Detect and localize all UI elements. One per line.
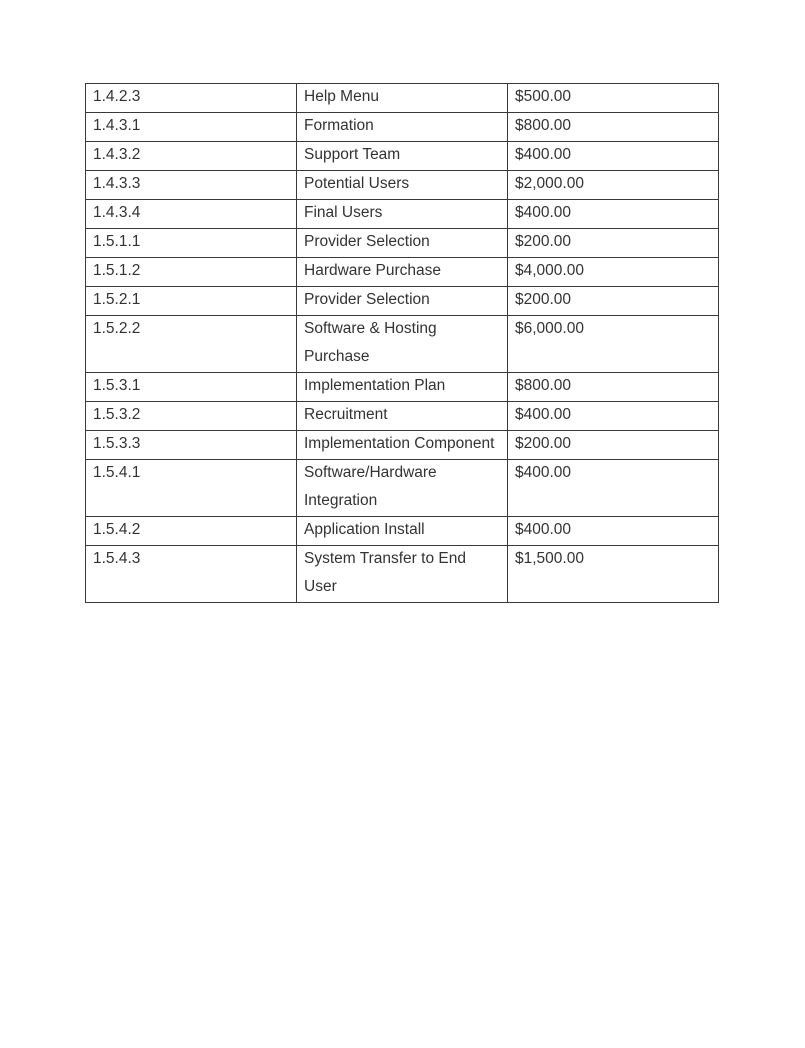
task-name-cell: Application Install: [297, 517, 508, 546]
cost-cell: $400.00: [508, 142, 719, 171]
task-name-cell: Help Menu: [297, 84, 508, 113]
table-row: [86, 402, 719, 431]
task-name-cell: Recruitment: [297, 402, 508, 431]
task-name-cell: Final Users: [297, 200, 508, 229]
table-row: [86, 113, 719, 142]
cost-cell: $800.00: [508, 373, 719, 402]
table-row: [86, 200, 719, 229]
wbs-code-cell: 1.4.3.4: [86, 200, 297, 229]
wbs-code-cell: 1.5.4.2: [86, 517, 297, 546]
wbs-code-cell: 1.5.2.1: [86, 287, 297, 316]
wbs-code-cell: 1.5.3.2: [86, 402, 297, 431]
cost-cell: $400.00: [508, 517, 719, 546]
task-name-cell: Potential Users: [297, 171, 508, 200]
cost-table-body: [86, 84, 719, 603]
table-row: [86, 546, 719, 603]
task-name-cell: Software & Hosting Purchase: [297, 316, 508, 373]
task-name-cell: Provider Selection: [297, 229, 508, 258]
table-row: [86, 142, 719, 171]
task-name-cell: Hardware Purchase: [297, 258, 508, 287]
table-row: [86, 84, 719, 113]
task-name-cell: Support Team: [297, 142, 508, 171]
task-name-cell: Provider Selection: [297, 287, 508, 316]
table-row: [86, 373, 719, 402]
table-row: [86, 517, 719, 546]
wbs-code-cell: 1.4.3.3: [86, 171, 297, 200]
cost-cell: $400.00: [508, 402, 719, 431]
cost-cell: $6,000.00: [508, 316, 719, 373]
cost-cell: $200.00: [508, 287, 719, 316]
wbs-code-cell: 1.5.4.3: [86, 546, 297, 603]
wbs-code-cell: 1.5.4.1: [86, 460, 297, 517]
table-row: [86, 287, 719, 316]
table-row: [86, 171, 719, 200]
task-name-cell: Software/Hardware Integration: [297, 460, 508, 517]
cost-cell: $200.00: [508, 229, 719, 258]
cost-cell: $400.00: [508, 460, 719, 517]
table-row: [86, 229, 719, 258]
task-name-cell: Formation: [297, 113, 508, 142]
wbs-code-cell: 1.5.3.1: [86, 373, 297, 402]
wbs-code-cell: 1.5.2.2: [86, 316, 297, 373]
cost-cell: $400.00: [508, 200, 719, 229]
wbs-code-cell: 1.5.1.2: [86, 258, 297, 287]
cost-table: [85, 83, 719, 603]
cost-cell: $800.00: [508, 113, 719, 142]
table-row: [86, 258, 719, 287]
wbs-code-cell: 1.4.3.2: [86, 142, 297, 171]
wbs-code-cell: 1.5.3.3: [86, 431, 297, 460]
wbs-code-cell: 1.4.2.3: [86, 84, 297, 113]
cost-cell: $2,000.00: [508, 171, 719, 200]
task-name-cell: Implementation Component: [297, 431, 508, 460]
cost-cell: $500.00: [508, 84, 719, 113]
cost-cell: $200.00: [508, 431, 719, 460]
table-row: [86, 431, 719, 460]
cost-cell: $4,000.00: [508, 258, 719, 287]
table-row: [86, 460, 719, 517]
task-name-cell: System Transfer to End User: [297, 546, 508, 603]
wbs-code-cell: 1.4.3.1: [86, 113, 297, 142]
wbs-code-cell: 1.5.1.1: [86, 229, 297, 258]
task-name-cell: Implementation Plan: [297, 373, 508, 402]
cost-cell: $1,500.00: [508, 546, 719, 603]
table-row: [86, 316, 719, 373]
